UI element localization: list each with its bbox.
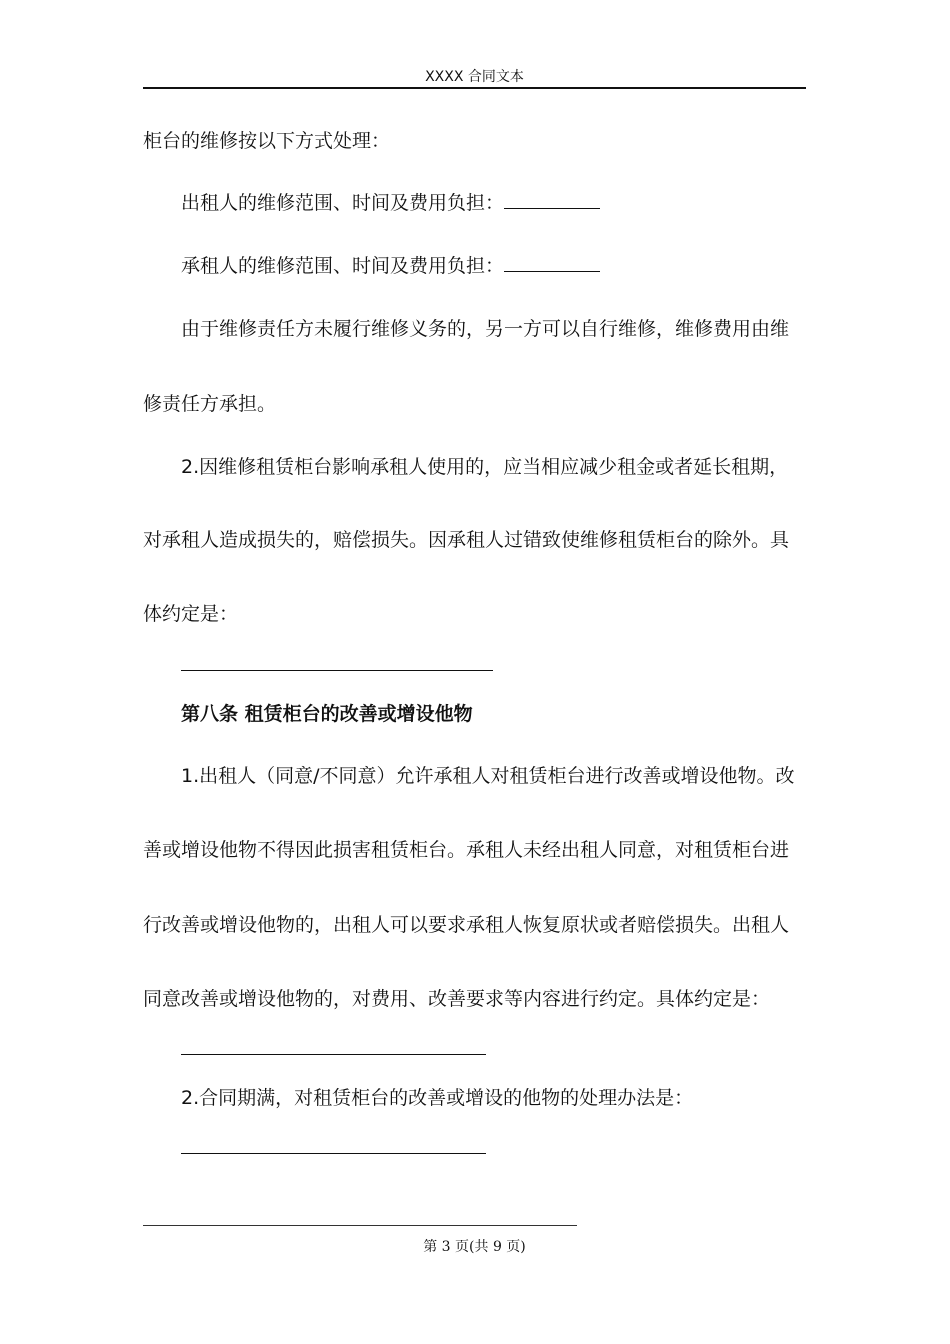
article8-heading: 第八条 租赁柜台的改善或增设他物 bbox=[181, 703, 473, 725]
item2-line-2: 对承租人造成损失的，赔偿损失。因承租人过错致使维修租赁柜台的除外。具 bbox=[143, 529, 790, 551]
article8-item1-line-4: 同意改善或增设他物的，对费用、改善要求等内容进行约定。具体约定是： bbox=[143, 988, 771, 1010]
article8-item1-line-3: 行改善或增设他物的，出租人可以要求承租人恢复原状或者赔偿损失。出租人 bbox=[143, 914, 790, 936]
lessee-repair-blank[interactable] bbox=[504, 253, 600, 272]
lessee-repair-text: 承租人的维修范围、时间及费用负担： bbox=[181, 255, 505, 277]
header-divider bbox=[143, 87, 806, 89]
footer-divider bbox=[143, 1225, 577, 1226]
article8-item1-answer-blank[interactable] bbox=[181, 1054, 486, 1055]
article8-item1-line-2: 善或增设他物不得因此损害租赁柜台。承租人未经出租人同意，对租赁柜台进 bbox=[143, 839, 790, 861]
item2-line-1: 2.因维修租赁柜台影响承租人使用的，应当相应减少租金或者延长租期， bbox=[181, 456, 789, 478]
lessor-repair-blank[interactable] bbox=[504, 190, 600, 209]
intro-line: 柜台的维修按以下方式处理： bbox=[143, 130, 391, 152]
default-repair-line-1: 由于维修责任方未履行维修义务的，另一方可以自行维修，维修费用由维 bbox=[181, 318, 790, 340]
header-title: XXXX 合同文本 bbox=[425, 69, 524, 85]
default-repair-line-2: 修责任方承担。 bbox=[143, 393, 277, 415]
article8-item2-line-1: 2.合同期满，对租赁柜台的改善或增设的他物的处理办法是： bbox=[181, 1087, 694, 1109]
article8-item2-answer-blank[interactable] bbox=[181, 1153, 486, 1154]
item2-line-3: 体约定是： bbox=[143, 603, 239, 625]
lessor-repair-clause bbox=[181, 190, 600, 216]
lessor-repair-text: 出租人的维修范围、时间及费用负担： bbox=[181, 192, 505, 214]
page-number: 第 3 页(共 9 页) bbox=[423, 1239, 526, 1255]
lessee-repair-clause bbox=[181, 253, 600, 279]
item2-answer-blank[interactable] bbox=[181, 670, 493, 671]
article8-item1-line-1: 1.出租人（同意/不同意）允许承租人对租赁柜台进行改善或增设他物。改 bbox=[181, 765, 795, 787]
